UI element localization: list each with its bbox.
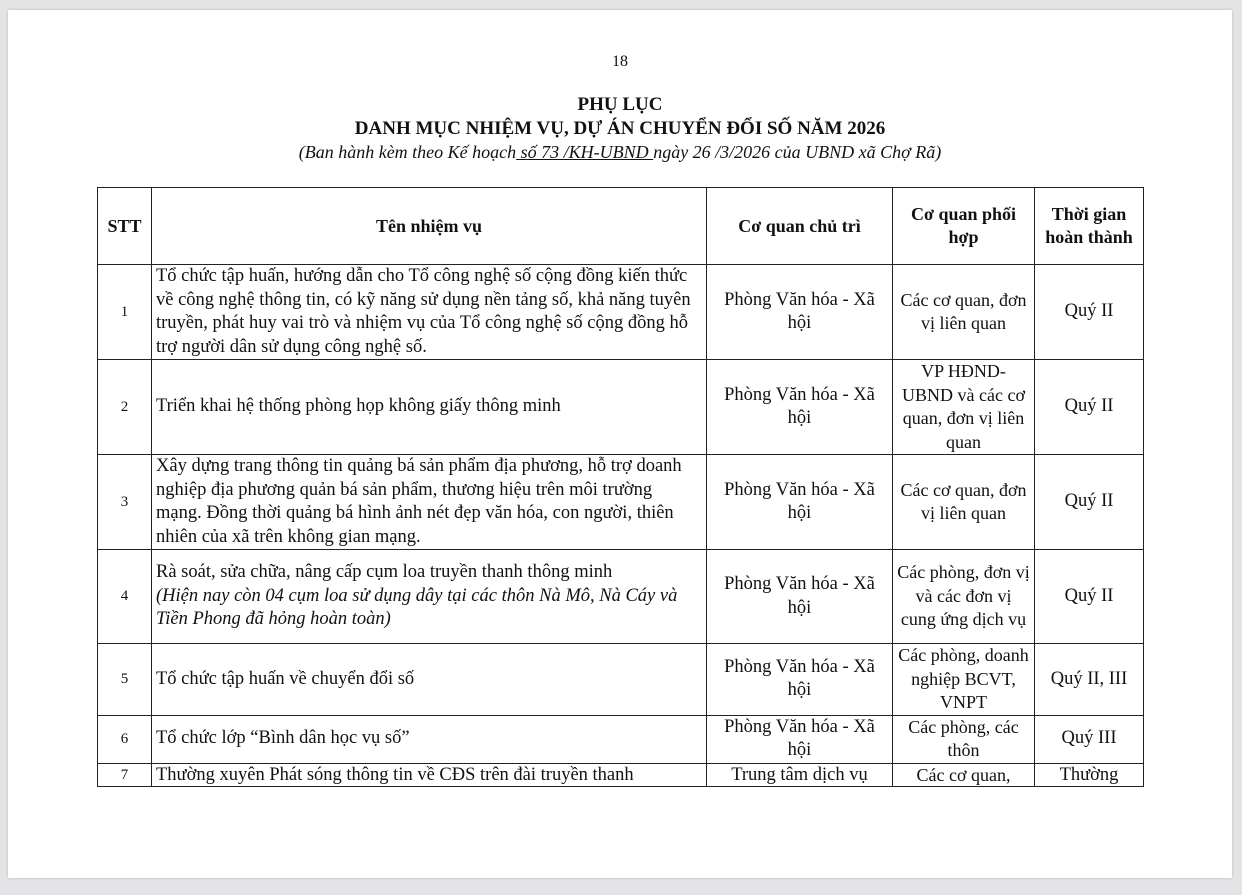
row-stt-cell <box>98 763 152 786</box>
document-page <box>8 10 1232 878</box>
row-stt: 3 <box>98 455 152 550</box>
row-deadline: Quý III <box>1035 715 1144 763</box>
row-task-note: (Hiện nay còn 04 cụm loa sử dụng dây tại các thôn Nà Mô, Nà Cáy và Tiền Phong đã hỏng hoàn toàn) <box>156 585 678 630</box>
row-coop-agency: Các phòng, doanh nghiệp BCVT, VNPT <box>893 644 1035 716</box>
row-stt: 5 <box>98 644 152 716</box>
row-task: Rà soát, sửa chữa, nâng cấp cụm loa truyền thanh thông minh <box>156 562 613 583</box>
appendix-subtitle: DANH MỤC NHIỆM VỤ, DỰ ÁN CHUYỂN ĐỔI SỐ NĂM 2026 <box>354 118 886 139</box>
table-header-row <box>98 188 1144 265</box>
row-stt: 1 <box>98 265 152 360</box>
table-row <box>98 455 1144 550</box>
row-deadline: Quý II <box>1035 265 1144 360</box>
row-task: Thường xuyên Phát sóng thông tin về CĐS trên đài truyền thanh <box>156 764 634 785</box>
row-stt: 6 <box>98 715 152 763</box>
row-lead-agency: Phòng Văn hóa - Xã hội <box>707 265 893 360</box>
row-lead-agency: Phòng Văn hóa - Xã hội <box>707 715 893 763</box>
row-coop-cell <box>893 763 1035 786</box>
row-coop-agency: Các cơ quan, đơn vị liên quan <box>893 265 1035 360</box>
row-coop-agency: Các phòng, đơn vị và các đơn vị cung ứng dịch vụ <box>893 550 1035 644</box>
row-lead-agency: Trung tâm dịch vụ <box>731 764 868 785</box>
note-suffix: ngày 26 /3/2026 của UBND xã Chợ Rã) <box>653 142 942 162</box>
row-task: Tổ chức lớp “Bình dân học vụ số” <box>152 715 707 763</box>
row-lead-cell <box>707 763 893 786</box>
row-stt: 4 <box>98 550 152 644</box>
table-row <box>98 763 1144 786</box>
appendix-note <box>8 142 1232 163</box>
column-header-task: Tên nhiệm vụ <box>152 188 707 265</box>
row-lead-agency: Phòng Văn hóa - Xã hội <box>707 644 893 716</box>
row-lead-agency: Phòng Văn hóa - Xã hội <box>707 455 893 550</box>
table-row <box>98 644 1144 716</box>
row-deadline: Quý II <box>1035 360 1144 455</box>
row-deadline: Quý II <box>1035 550 1144 644</box>
row-coop-agency: Các phòng, các thôn <box>893 715 1035 763</box>
column-header-stt: STT <box>98 188 152 265</box>
row-coop-agency: Các cơ quan, đơn vị liên quan <box>893 455 1035 550</box>
task-table <box>97 187 1144 787</box>
row-task: Triển khai hệ thống phòng họp không giấy thông minh <box>152 360 707 455</box>
page-number: 18 <box>612 53 628 70</box>
table-row <box>98 360 1144 455</box>
column-header-time: Thời gian hoàn thành <box>1035 188 1144 265</box>
row-task: Tổ chức tập huấn, hướng dẫn cho Tổ công nghệ số cộng đồng kiến thức về công nghệ thông tin, có kỹ năng sử dụng nền tảng số, khả năng tuyên truyền, phát huy vai trò và nhiệm vụ của Tổ công nghệ số cộng đồng hỗ trợ người dân sử dụng công nghệ số. <box>152 265 707 360</box>
row-deadline: Quý II, III <box>1035 644 1144 716</box>
column-header-lead: Cơ quan chủ trì <box>707 188 893 265</box>
appendix-title: PHỤ LỤC <box>577 94 663 115</box>
row-stt: 7 <box>120 766 129 783</box>
note-prefix: (Ban hành kèm theo Kế hoạch <box>298 142 517 162</box>
column-header-coop: Cơ quan phối hợp <box>893 188 1035 265</box>
table-row <box>98 550 1144 644</box>
note-reference: số 73 /KH-UBND <box>516 142 654 162</box>
row-deadline: Thường <box>1059 764 1119 785</box>
row-coop-agency: Các cơ quan, <box>916 764 1011 785</box>
row-lead-agency: Phòng Văn hóa - Xã hội <box>707 360 893 455</box>
row-deadline: Quý II <box>1035 455 1144 550</box>
row-task-cell <box>152 763 707 786</box>
table-row <box>98 265 1144 360</box>
row-deadline-cell <box>1035 763 1144 786</box>
row-coop-agency: VP HĐND-UBND và các cơ quan, đơn vị liên quan <box>893 360 1035 455</box>
row-stt: 2 <box>98 360 152 455</box>
row-task: Tổ chức tập huấn về chuyển đổi số <box>152 644 707 716</box>
row-lead-agency: Phòng Văn hóa - Xã hội <box>707 550 893 644</box>
row-task: Xây dựng trang thông tin quảng bá sản phẩm địa phương, hỗ trợ doanh nghiệp địa phương quản bá sản phẩm, thương hiệu trên môi trường mạng. Đồng thời quảng bá hình ảnh nét đẹp văn hóa, con người, thiên nhiên của xã trên không gian mạng. <box>152 455 707 550</box>
row-task-cell <box>152 550 707 644</box>
table-row <box>98 715 1144 763</box>
